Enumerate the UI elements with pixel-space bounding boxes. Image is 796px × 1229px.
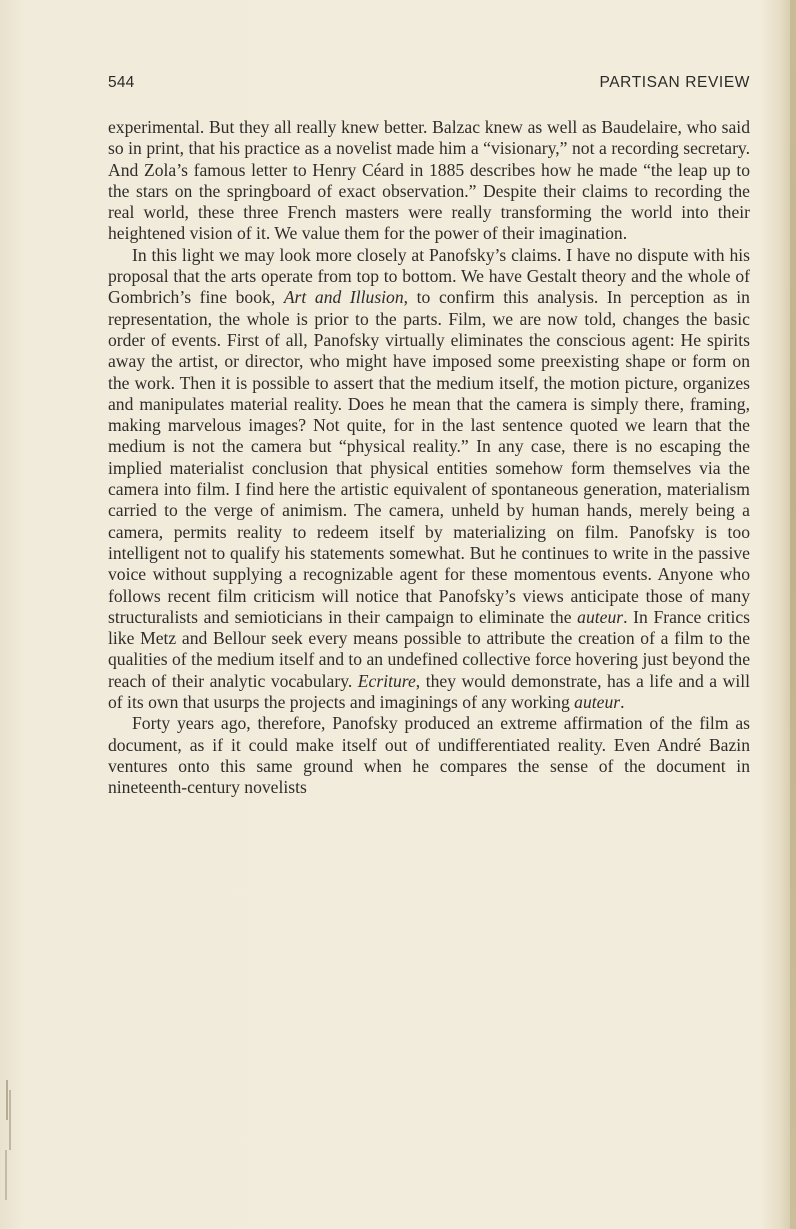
italic-text: Ecriture	[357, 670, 416, 691]
journal-title: PARTISAN REVIEW	[599, 74, 750, 91]
paragraph-3	[108, 713, 750, 798]
body-text	[108, 117, 750, 799]
italic-text: Art and Illusion	[283, 287, 404, 308]
text-run: In this light we may look more closely at Panofsky’s claims. I have no dispute with his proposal that the arts operate from top to bottom. We have Gestalt theory and the whole of Gombrich’s fine book,	[108, 244, 750, 308]
text-run: , they would demonstrate, has a life and a will of its own that usurps the projects and imaginings of any working	[108, 670, 750, 713]
scan-artifact	[2, 1080, 16, 1220]
page-edge	[790, 0, 796, 1229]
running-header	[108, 74, 750, 94]
text-run: .	[620, 692, 625, 713]
paragraph-1	[108, 117, 750, 245]
text-run: experimental. But they all really knew better. Balzac knew as well as Baudelaire, who said so in print, that his practice as a novelist made him a “visionary,” not a recording secretary. And Zola’s famous letter to Henry Céard in 1885 describes how he made “the leap up to the stars on the springboard of exact observation.” Despite their claims to recording the real world, these three French masters were really transforming the world into their heightened vision of it. We value them for the power of their imagination.	[108, 117, 750, 244]
paragraph-2	[108, 245, 750, 714]
text-run: . In France critics like Metz and Bellour seek every means possible to attribute the creation of a film to the qualities of the medium itself and to an undefined collective force hovering just beyond the reach of their analytic vocabulary.	[108, 606, 750, 691]
italic-text: auteur	[577, 606, 624, 627]
text-run: Forty years ago, therefore, Panofsky produced an extreme affirmation of the film as document, as if it could make itself out of undifferentiated reality. Even André Bazin ventures onto this same ground when he compares the sense of the document in nineteenth-century novelists	[108, 713, 750, 798]
text-run: , to confirm this analysis. In perception as in representation, the whole is prior to the parts. Film, we are now told, changes the basic order of events. First of all, Panofsky virtually eliminates the conscious agent: He spirits away the artist, or director, who might have imposed some preexisting shape or form on the work. Then it is possible to assert that the medium itself, the motion picture, organizes and manipulates material reality. Does he mean that the camera is simply there, framing, making marvelous images? Not quite, for in the last sentence quoted we learn that the medium is not the camera but “physical reality.” In any case, there is no escaping the implied materialist conclusion that physical entities somehow form themselves via the camera into film. I find here the artistic equivalent of spontaneous generation, materialism carried to the verge of animism. The camera, unheld by human hands, merely being a camera, permits reality to redeem itself by materializing on film. Panofsky is too intelligent not to qualify his statements somewhat. But he continues to write in the passive voice without supplying a recognizable agent for these momentous events. Anyone who follows recent film criticism will notice that Panofsky’s views anticipate those of many structuralists and semioticians in their campaign to eliminate the	[108, 287, 750, 627]
page-number: 544	[108, 74, 135, 91]
italic-text: auteur	[574, 692, 621, 713]
